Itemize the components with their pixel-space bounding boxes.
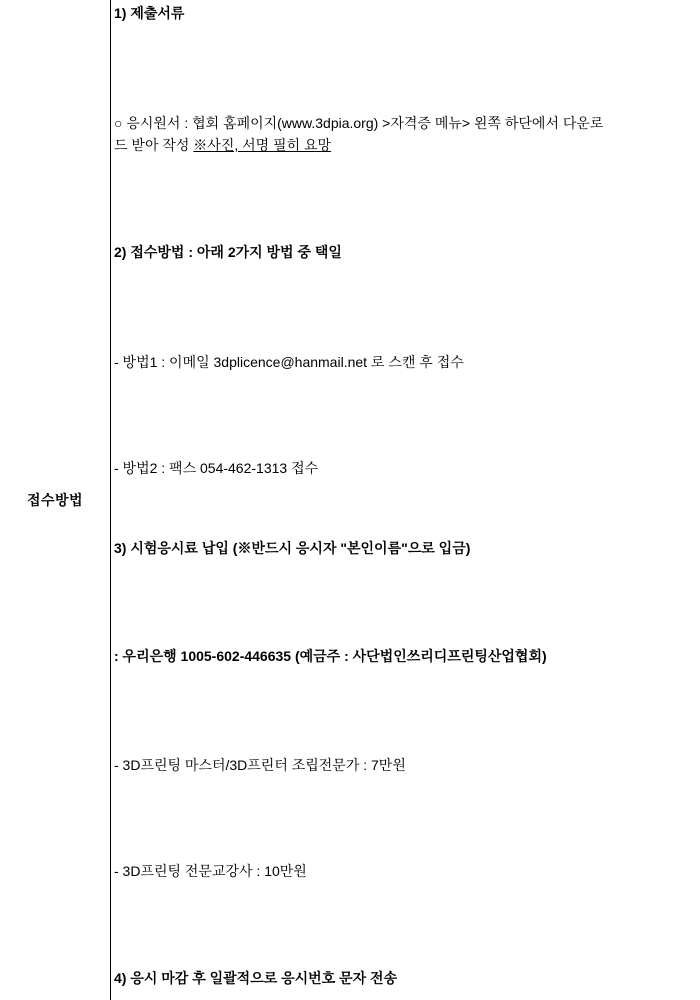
photo-signature-note: ※사진, 서명 필히 요망 bbox=[193, 137, 332, 153]
reception-method-heading: 2) 접수방법 : 아래 2가지 방법 중 택일 bbox=[114, 244, 342, 260]
application-form-line1: ○ 응시원서 : 협회 홈페이지(www.3dpia.org) >자격증 메뉴> 왼쪽 하단에서 다운로 bbox=[114, 115, 604, 131]
bank-account-info: : 우리은행 1005-602-446635 (예금주 : 사단법인쓰리디프린팅산업협회) bbox=[114, 648, 547, 664]
application-form-line2 bbox=[114, 134, 694, 156]
submission-docs-heading: 1) 제출서류 bbox=[114, 5, 185, 21]
fee-item-master-assembly: - 3D프린팅 마스터/3D프린터 조립전문가 : 7만원 bbox=[114, 757, 406, 773]
method-2-fax: - 방법2 : 팩스 054-462-1313 접수 bbox=[114, 460, 319, 476]
exam-fee-heading: 3) 시험응시료 납입 (※반드시 응시자 "본인이름"으로 입금) bbox=[114, 540, 471, 556]
application-form-line2-prefix: 드 받아 작성 bbox=[114, 137, 194, 153]
method-1-email: - 방법1 : 이메일 3dplicence@hanmail.net 로 스캔 후 접수 bbox=[114, 354, 464, 370]
exam-number-notice: 4) 응시 마감 후 일괄적으로 응시번호 문자 전송 bbox=[114, 970, 398, 986]
row-label-text: 접수방법 bbox=[26, 492, 84, 508]
table-row-label-cell bbox=[0, 0, 110, 1000]
fee-item-instructor: - 3D프린팅 전문교강사 : 10만원 bbox=[114, 863, 307, 879]
